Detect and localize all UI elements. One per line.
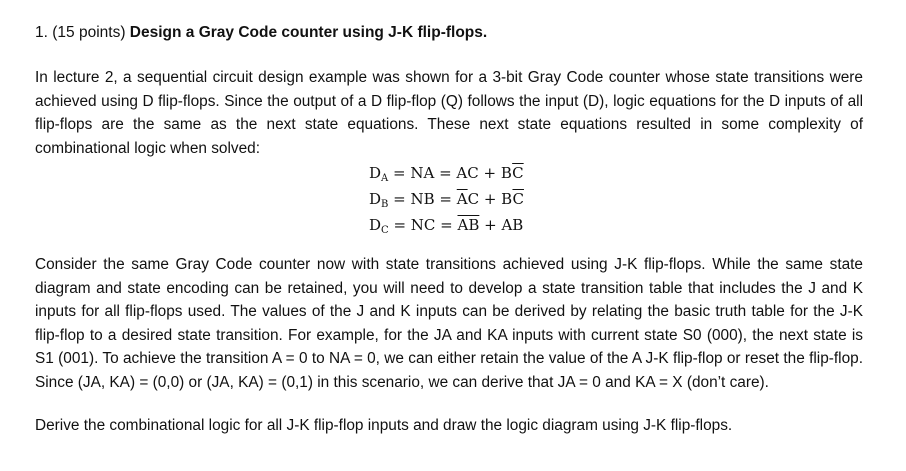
intro-paragraph: In lecture 2, a sequential circuit design example was shown for a 3-bit Gray Code counter whose state transitions were achieved using D flip-flops. Since the output of a D flip-flop (Q) follows the input (D), logic equations for the D inputs of all flip-flops are the same as the next state equations. These next state equations resulted in some complexity of combinational logic when solved:: [35, 69, 863, 157]
equation-complement: $\overline{AB}$: [457, 216, 480, 234]
equation-da: [369, 163, 524, 189]
equation-body: = NC =: [388, 216, 458, 234]
equation-complement: $\overline{C}$: [512, 164, 524, 182]
next-state-equations: [369, 163, 524, 241]
equation-db: [369, 189, 524, 215]
question-number: 1.: [35, 24, 48, 41]
equation-lhs: D: [369, 216, 382, 234]
equation-subscript: B: [381, 199, 389, 210]
equation-dc: [369, 215, 524, 241]
equation-complement: $\overline{C}$: [512, 190, 524, 208]
equation-subscript: A: [381, 173, 389, 184]
equation-tail: + AB: [479, 216, 524, 234]
equation-body: = NA = AC + B: [388, 164, 513, 182]
equation-tail: C + B: [467, 190, 513, 208]
question-points: (15 points): [52, 24, 126, 41]
equation-lhs: D: [369, 190, 382, 208]
equation-subscript: C: [381, 225, 389, 236]
question-heading: [35, 23, 487, 43]
equation-body: = NB =: [388, 190, 457, 208]
question-title: Design a Gray Code counter using J-K flip-flops.: [129, 24, 488, 41]
equation-lhs: D: [369, 164, 382, 182]
task-paragraph: Derive the combinational logic for all J-K flip-flop inputs and draw the logic diagram using J-K flip-flops.: [35, 417, 733, 434]
jk-paragraph: Consider the same Gray Code counter now with state transitions achieved using J-K flip-flops. While the same state diagram and state encoding can be retained, you will need to develop a state transition table that includes the J and K inputs for all flip-flops used. The values of the J and K inputs can be derived by relating the basic truth table for the J-K flip-flop to a desired state transition. For example, for the JA and KA inputs with current state S0 (000), the next state is S1 (001). To achieve the transition A = 0 to NA = 0, we can either retain the value of the A J-K flip-flop or reset the flip-flop. Since (JA, KA) = (0,0) or (JA, KA) = (0,1) in this scenario, we can derive that JA = 0 and KA = X (don’t care).: [35, 256, 863, 391]
equation-complement: $\overline{A}$: [456, 190, 468, 208]
